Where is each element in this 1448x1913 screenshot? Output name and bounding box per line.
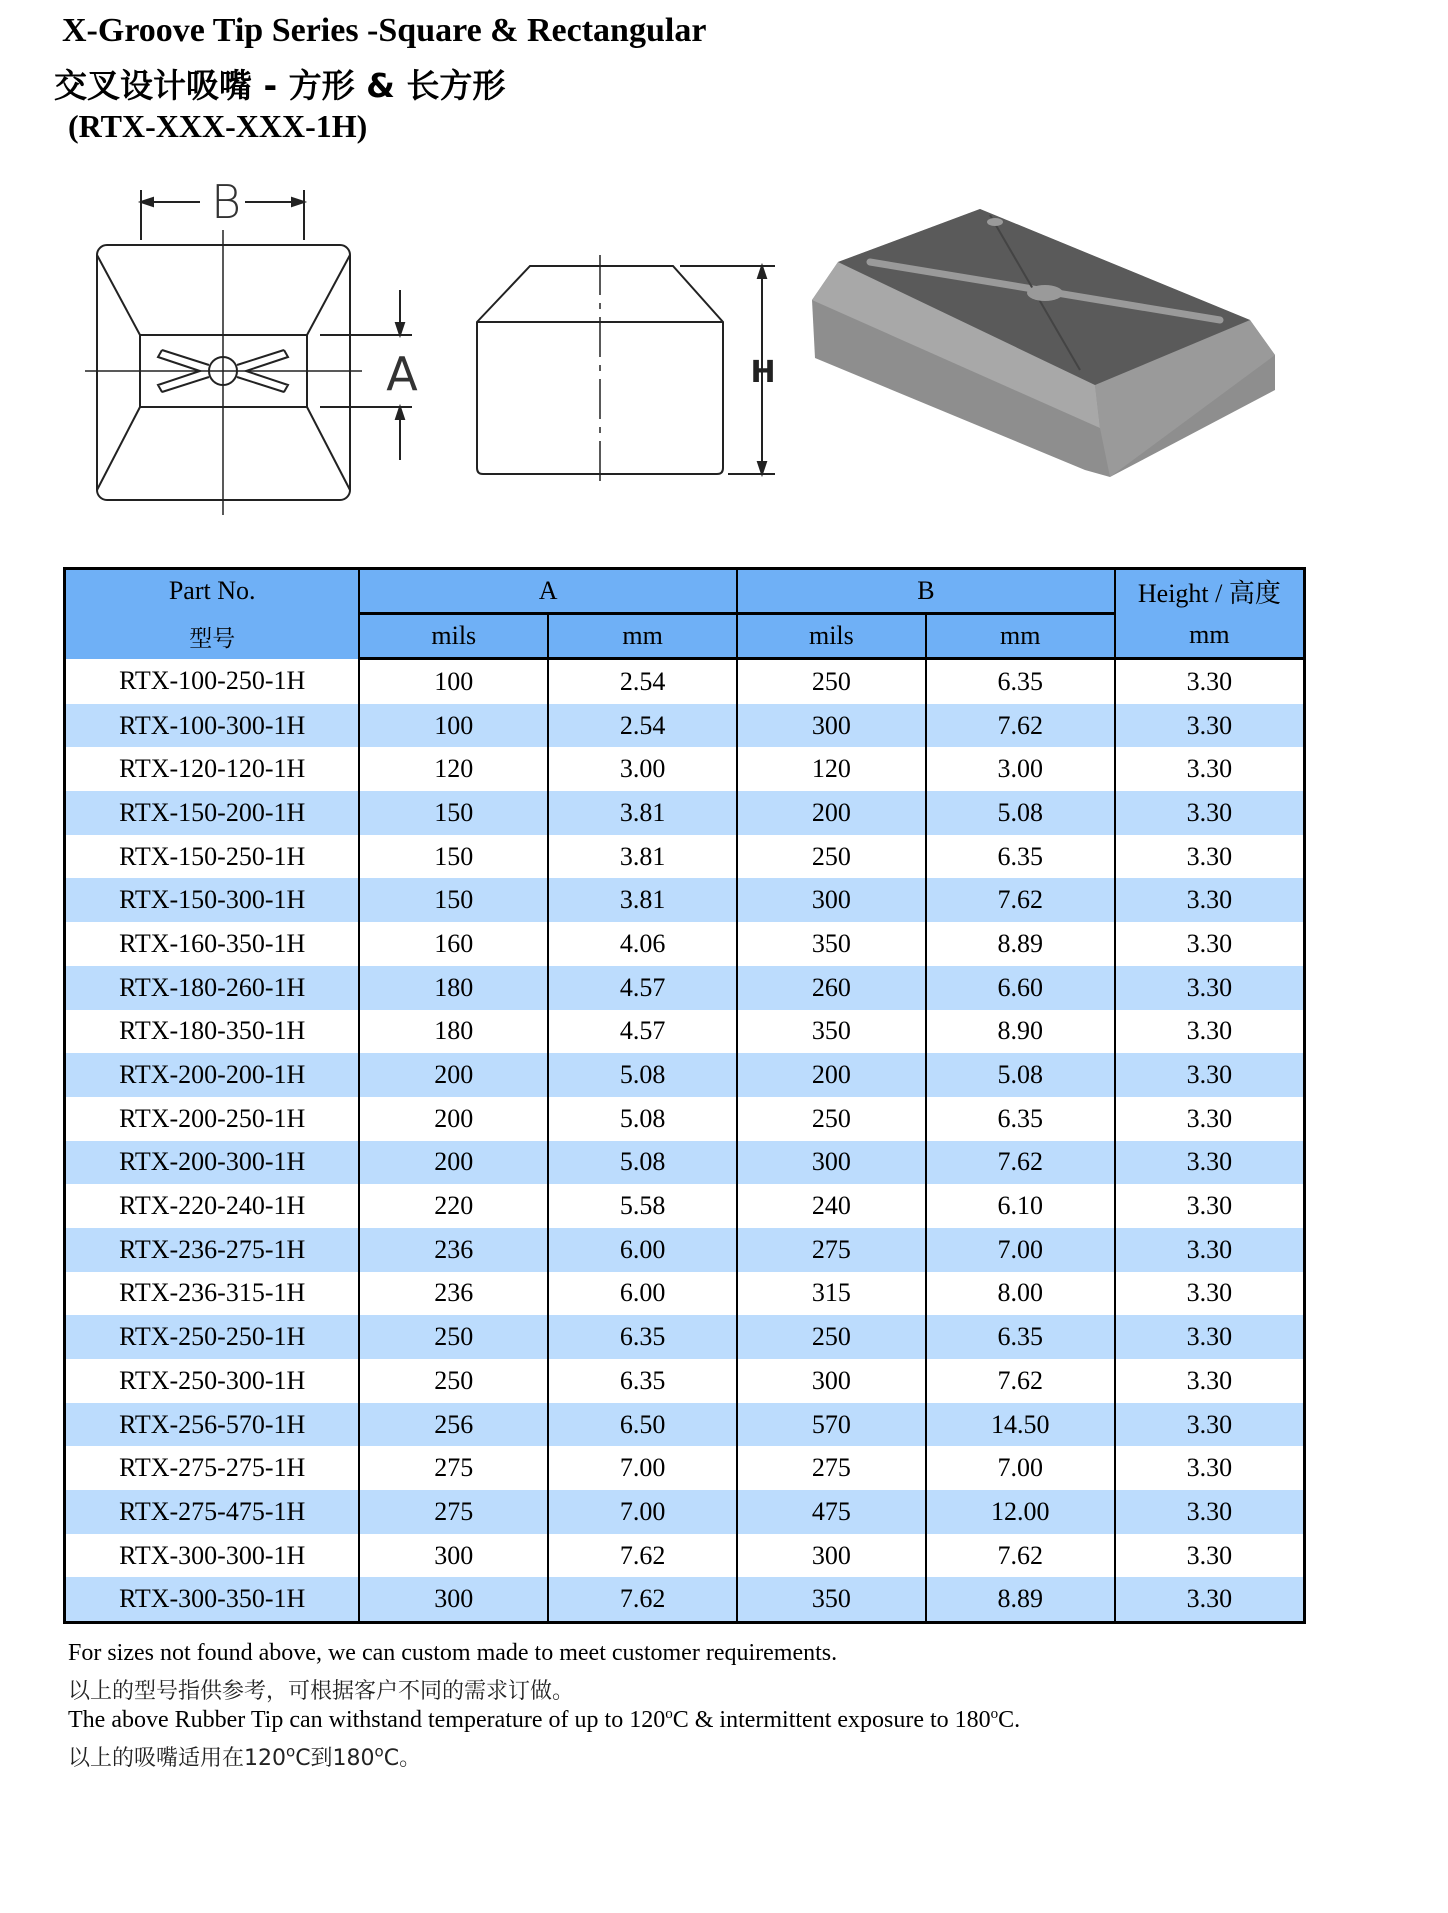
cell-a-mils: 100 <box>359 704 548 748</box>
cell-height-mm: 3.30 <box>1115 1577 1305 1622</box>
cell-part-no: RTX-150-250-1H <box>65 835 360 879</box>
cell-part-no: RTX-100-250-1H <box>65 659 360 704</box>
cell-b-mils: 350 <box>737 1010 926 1054</box>
cell-height-mm: 3.30 <box>1115 1490 1305 1534</box>
cell-b-mils: 240 <box>737 1184 926 1228</box>
cell-b-mils: 570 <box>737 1403 926 1447</box>
cell-b-mm: 12.00 <box>926 1490 1115 1534</box>
header-height: Height / 高度 <box>1115 569 1305 614</box>
header-height-mm: mm <box>1115 614 1305 659</box>
cell-height-mm: 3.30 <box>1115 1315 1305 1359</box>
cell-height-mm: 3.30 <box>1115 1228 1305 1272</box>
cell-a-mm: 5.08 <box>548 1053 737 1097</box>
cell-b-mm: 8.89 <box>926 1577 1115 1622</box>
cell-b-mils: 275 <box>737 1446 926 1490</box>
cell-height-mm: 3.30 <box>1115 791 1305 835</box>
cell-height-mm: 3.30 <box>1115 1403 1305 1447</box>
cell-a-mils: 200 <box>359 1141 548 1185</box>
cell-b-mm: 6.60 <box>926 966 1115 1010</box>
cell-a-mils: 250 <box>359 1359 548 1403</box>
cell-part-no: RTX-300-300-1H <box>65 1534 360 1578</box>
cell-part-no: RTX-200-250-1H <box>65 1097 360 1141</box>
cell-b-mils: 475 <box>737 1490 926 1534</box>
cell-a-mm: 4.57 <box>548 966 737 1010</box>
degree-mark: o <box>665 1706 673 1722</box>
cell-part-no: RTX-275-275-1H <box>65 1446 360 1490</box>
cell-b-mils: 250 <box>737 835 926 879</box>
side-view-drawing <box>477 255 775 487</box>
cell-a-mm: 6.00 <box>548 1228 737 1272</box>
cell-a-mm: 7.00 <box>548 1490 737 1534</box>
table-row <box>65 1184 1305 1228</box>
table-row <box>65 1053 1305 1097</box>
table-row <box>65 1359 1305 1403</box>
cell-a-mm: 4.06 <box>548 922 737 966</box>
cell-height-mm: 3.30 <box>1115 704 1305 748</box>
cell-a-mm: 2.54 <box>548 659 737 704</box>
cell-part-no: RTX-256-570-1H <box>65 1403 360 1447</box>
cell-a-mils: 150 <box>359 791 548 835</box>
table-row <box>65 747 1305 791</box>
table-row <box>65 1097 1305 1141</box>
note-temp-part2: C & intermittent exposure to 180 <box>672 1707 991 1733</box>
cell-b-mils: 315 <box>737 1272 926 1316</box>
header-b-mm: mm <box>926 614 1115 659</box>
title-english: X-Groove Tip Series -Square & Rectangular <box>62 12 707 49</box>
cell-a-mils: 275 <box>359 1490 548 1534</box>
cell-a-mils: 180 <box>359 966 548 1010</box>
note-temperature <box>68 1706 1020 1734</box>
cell-b-mm: 8.00 <box>926 1272 1115 1316</box>
cell-a-mils: 150 <box>359 835 548 879</box>
cell-a-mm: 5.08 <box>548 1097 737 1141</box>
cell-part-no: RTX-120-120-1H <box>65 747 360 791</box>
cell-a-mm: 5.58 <box>548 1184 737 1228</box>
cell-b-mm: 3.00 <box>926 747 1115 791</box>
cell-b-mils: 250 <box>737 1315 926 1359</box>
cell-a-mils: 256 <box>359 1403 548 1447</box>
cell-b-mm: 7.62 <box>926 1141 1115 1185</box>
cell-a-mm: 2.54 <box>548 704 737 748</box>
note-temp-cn-part1: 以上的吸嘴适用在120 <box>68 1746 286 1771</box>
note-temperature-cn <box>68 1741 421 1772</box>
cell-part-no: RTX-300-350-1H <box>65 1577 360 1622</box>
cell-part-no: RTX-236-275-1H <box>65 1228 360 1272</box>
dimension-label-b: B <box>210 175 242 229</box>
degree-mark: o <box>374 1742 384 1761</box>
cell-a-mm: 3.81 <box>548 835 737 879</box>
cell-a-mils: 236 <box>359 1228 548 1272</box>
cell-b-mm: 6.35 <box>926 835 1115 879</box>
cell-height-mm: 3.30 <box>1115 922 1305 966</box>
note-temp-cn-part2: C到180 <box>295 1746 375 1771</box>
cell-b-mm: 14.50 <box>926 1403 1115 1447</box>
cell-part-no: RTX-220-240-1H <box>65 1184 360 1228</box>
cell-height-mm: 3.30 <box>1115 747 1305 791</box>
cell-a-mm: 7.62 <box>548 1577 737 1622</box>
cell-a-mm: 6.00 <box>548 1272 737 1316</box>
cell-part-no: RTX-236-315-1H <box>65 1272 360 1316</box>
cell-b-mils: 300 <box>737 1359 926 1403</box>
technical-drawings <box>0 0 1448 560</box>
cell-b-mils: 300 <box>737 1534 926 1578</box>
table-row <box>65 1010 1305 1054</box>
cell-b-mils: 250 <box>737 659 926 704</box>
cell-height-mm: 3.30 <box>1115 878 1305 922</box>
cell-a-mm: 6.50 <box>548 1403 737 1447</box>
cell-a-mm: 7.62 <box>548 1534 737 1578</box>
cell-b-mm: 7.00 <box>926 1446 1115 1490</box>
header-part-no <box>65 569 360 659</box>
cell-a-mils: 220 <box>359 1184 548 1228</box>
header-part-no-en: Part No. <box>168 575 256 605</box>
cell-a-mils: 250 <box>359 1315 548 1359</box>
cell-b-mils: 300 <box>737 878 926 922</box>
cell-b-mils: 260 <box>737 966 926 1010</box>
cell-b-mm: 8.89 <box>926 922 1115 966</box>
table-body <box>65 659 1305 1623</box>
cell-height-mm: 3.30 <box>1115 1359 1305 1403</box>
table-row <box>65 1577 1305 1622</box>
cell-a-mm: 6.35 <box>548 1359 737 1403</box>
cell-a-mm: 4.57 <box>548 1010 737 1054</box>
cell-height-mm: 3.30 <box>1115 966 1305 1010</box>
header-part-no-cn: 型号 <box>189 625 236 652</box>
cell-height-mm: 3.30 <box>1115 1534 1305 1578</box>
cell-a-mils: 200 <box>359 1097 548 1141</box>
table-row <box>65 1315 1305 1359</box>
degree-mark: o <box>990 1706 999 1722</box>
header-a: A <box>359 569 737 614</box>
note-custom-sizes-cn: 以上的型号指供参考，可根据客户不同的需求订做。 <box>68 1679 575 1704</box>
table-row <box>65 1490 1305 1534</box>
dimension-label-h: H <box>750 355 776 390</box>
cell-a-mils: 300 <box>359 1534 548 1578</box>
header-a-mils: mils <box>359 614 548 659</box>
cell-part-no: RTX-200-200-1H <box>65 1053 360 1097</box>
cell-a-mils: 160 <box>359 922 548 966</box>
cell-height-mm: 3.30 <box>1115 835 1305 879</box>
cell-a-mm: 7.00 <box>548 1446 737 1490</box>
cell-part-no: RTX-200-300-1H <box>65 1141 360 1185</box>
cell-height-mm: 3.30 <box>1115 1010 1305 1054</box>
cell-b-mm: 5.08 <box>926 791 1115 835</box>
cell-b-mm: 5.08 <box>926 1053 1115 1097</box>
cell-b-mm: 6.35 <box>926 1315 1115 1359</box>
cell-a-mm: 3.81 <box>548 791 737 835</box>
cell-height-mm: 3.30 <box>1115 1141 1305 1185</box>
cell-height-mm: 3.30 <box>1115 1184 1305 1228</box>
cell-b-mm: 8.90 <box>926 1010 1115 1054</box>
cell-b-mils: 350 <box>737 922 926 966</box>
dimension-label-a: A <box>386 347 418 401</box>
cell-b-mm: 7.62 <box>926 878 1115 922</box>
title-part-pattern: (RTX-XXX-XXX-1H) <box>68 108 368 144</box>
table-row <box>65 922 1305 966</box>
cell-part-no: RTX-180-260-1H <box>65 966 360 1010</box>
tip-3d-render <box>812 209 1275 477</box>
cell-a-mils: 180 <box>359 1010 548 1054</box>
cell-b-mm: 7.62 <box>926 704 1115 748</box>
table-row <box>65 966 1305 1010</box>
header-b-mils: mils <box>737 614 926 659</box>
cell-part-no: RTX-100-300-1H <box>65 704 360 748</box>
note-temp-part1: The above Rubber Tip can withstand temperature of up to 120 <box>68 1707 666 1733</box>
cell-b-mils: 120 <box>737 747 926 791</box>
cell-height-mm: 3.30 <box>1115 1446 1305 1490</box>
cell-b-mm: 6.35 <box>926 659 1115 704</box>
cell-b-mils: 250 <box>737 1097 926 1141</box>
cell-b-mm: 6.10 <box>926 1184 1115 1228</box>
cell-a-mm: 6.35 <box>548 1315 737 1359</box>
cell-a-mm: 3.00 <box>548 747 737 791</box>
cell-b-mils: 200 <box>737 791 926 835</box>
cell-b-mm: 6.35 <box>926 1097 1115 1141</box>
table-row <box>65 1272 1305 1316</box>
cell-a-mm: 5.08 <box>548 1141 737 1185</box>
table-row <box>65 1446 1305 1490</box>
cell-b-mm: 7.00 <box>926 1228 1115 1272</box>
note-custom-sizes: For sizes not found above, we can custom made to meet customer requirements. <box>68 1640 838 1666</box>
cell-height-mm: 3.30 <box>1115 1272 1305 1316</box>
table-row <box>65 878 1305 922</box>
table-row <box>65 704 1305 748</box>
table-row <box>65 1534 1305 1578</box>
title-chinese: 交叉设计吸嘴 - 方形 & 长方形 <box>54 66 506 105</box>
cell-b-mm: 7.62 <box>926 1359 1115 1403</box>
header-b: B <box>737 569 1115 614</box>
cell-b-mils: 300 <box>737 704 926 748</box>
cell-part-no: RTX-250-300-1H <box>65 1359 360 1403</box>
cell-part-no: RTX-150-200-1H <box>65 791 360 835</box>
table-row <box>65 659 1305 704</box>
cell-b-mils: 350 <box>737 1577 926 1622</box>
cell-b-mils: 275 <box>737 1228 926 1272</box>
cell-a-mm: 3.81 <box>548 878 737 922</box>
cell-a-mils: 200 <box>359 1053 548 1097</box>
part-spec-table <box>63 567 1306 1624</box>
cell-part-no: RTX-275-475-1H <box>65 1490 360 1534</box>
cell-height-mm: 3.30 <box>1115 1053 1305 1097</box>
cell-part-no: RTX-180-350-1H <box>65 1010 360 1054</box>
cell-b-mils: 200 <box>737 1053 926 1097</box>
note-temp-part3: C. <box>998 1707 1021 1733</box>
cell-a-mils: 120 <box>359 747 548 791</box>
note-temp-cn-part3: C。 <box>383 1746 422 1771</box>
cell-a-mils: 100 <box>359 659 548 704</box>
cell-a-mils: 300 <box>359 1577 548 1622</box>
cell-a-mils: 275 <box>359 1446 548 1490</box>
cell-part-no: RTX-160-350-1H <box>65 922 360 966</box>
table-row <box>65 791 1305 835</box>
header-a-mm: mm <box>548 614 737 659</box>
table-row <box>65 835 1305 879</box>
table-row <box>65 1403 1305 1447</box>
degree-mark: o <box>286 1742 296 1761</box>
cell-height-mm: 3.30 <box>1115 1097 1305 1141</box>
cell-height-mm: 3.30 <box>1115 659 1305 704</box>
cell-part-no: RTX-150-300-1H <box>65 878 360 922</box>
cell-b-mils: 300 <box>737 1141 926 1185</box>
top-view-drawing <box>85 190 412 515</box>
cell-a-mils: 150 <box>359 878 548 922</box>
cell-part-no: RTX-250-250-1H <box>65 1315 360 1359</box>
cell-b-mm: 7.62 <box>926 1534 1115 1578</box>
cell-a-mils: 236 <box>359 1272 548 1316</box>
table-row <box>65 1141 1305 1185</box>
table-row <box>65 1228 1305 1272</box>
